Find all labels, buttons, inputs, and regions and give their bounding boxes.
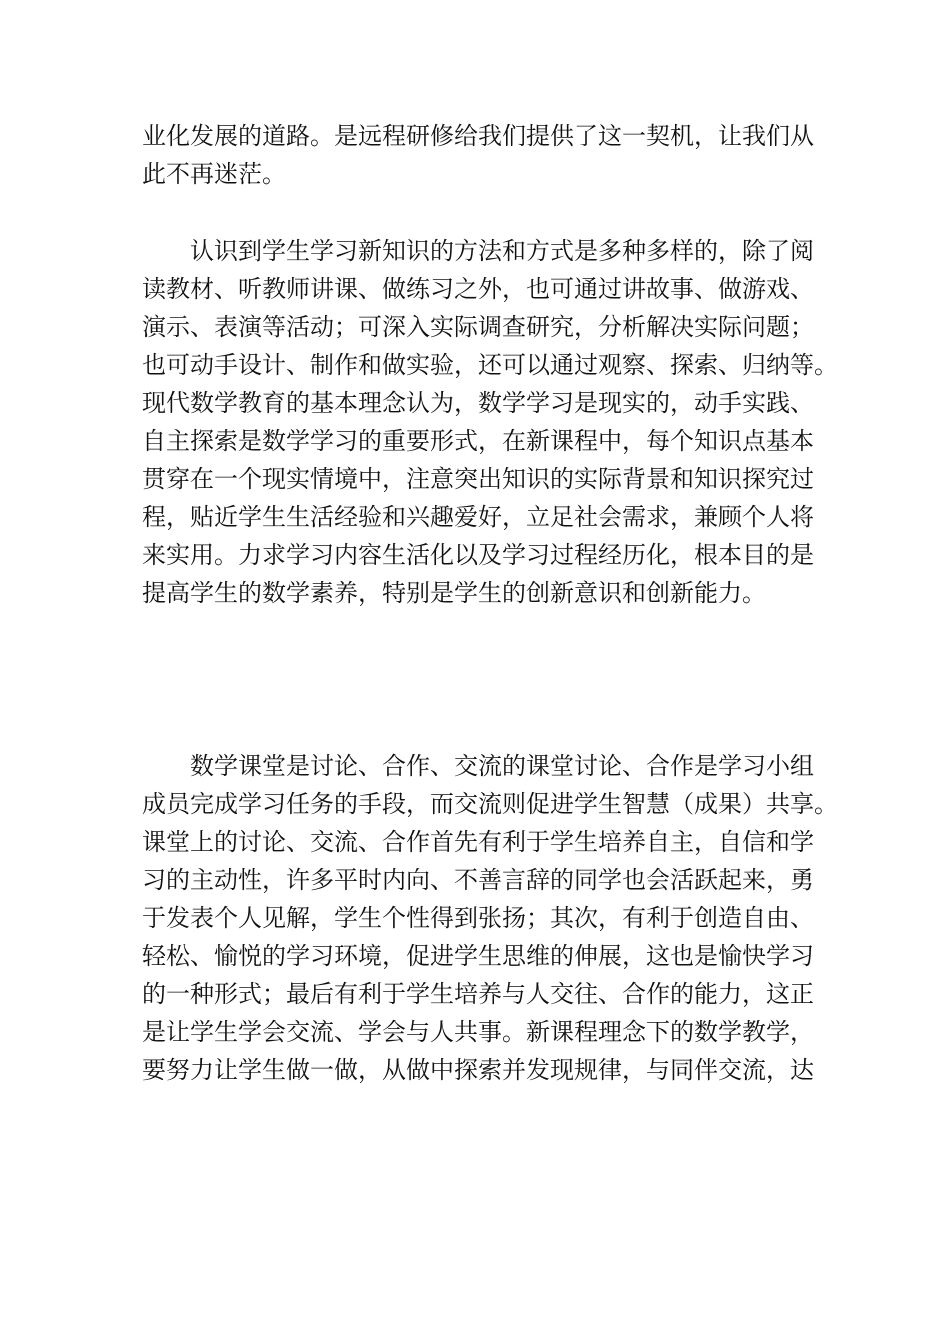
text-line: 提高学生的数学素养，特别是学生的创新意识和创新能力。: [142, 579, 766, 607]
text-line: 业化发展的道路。是远程研修给我们提供了这一契机，让我们从: [142, 122, 814, 150]
text-line: 于发表个人见解，学生个性得到张扬；其次，有利于创造自由、: [142, 904, 814, 932]
text-line: 认识到学生学习新知识的方法和方式是多种多样的，除了阅: [190, 237, 814, 265]
text-line: 的一种形式；最后有利于学生培养与人交往、合作的能力，这正: [142, 980, 814, 1008]
paragraph-classroom-discussion: [142, 747, 838, 1089]
text-line: 习的主动性，许多平时内向、不善言辞的同学也会活跃起来，勇: [142, 866, 814, 894]
text-line: 要努力让学生做一做，从做中探索并发现规律，与同伴交流，达: [142, 1056, 814, 1084]
text-line: 是让学生学会交流、学会与人共事。新课程理念下的数学教学，: [142, 1018, 814, 1046]
text-line: 轻松、愉悦的学习环境，促进学生思维的伸展，这也是愉快学习: [142, 942, 814, 970]
text-line: 读教材、听教师讲课、做练习之外，也可通过讲故事、做游戏、: [142, 275, 814, 303]
text-line: 来实用。力求学习内容生活化以及学习过程经历化，根本目的是: [142, 541, 814, 569]
text-line: 课堂上的讨论、交流、合作首先有利于学生培养自主，自信和学: [142, 828, 814, 856]
text-line: 贯穿在一个现实情境中，注意突出知识的实际背景和知识探究过: [142, 465, 814, 493]
paragraph-learning-methods: [142, 232, 838, 612]
text-line: 自主探索是数学学习的重要形式，在新课程中，每个知识点基本: [142, 427, 814, 455]
text-line: 演示、表演等活动；可深入实际调查研究，分析解决实际问题；: [142, 313, 814, 341]
text-line: 成员完成学习任务的手段，而交流则促进学生智慧（成果）共享。: [142, 790, 838, 818]
text-line: 也可动手设计、制作和做实验，还可以通过观察、探索、归纳等。: [142, 351, 838, 379]
text-line: 数学课堂是讨论、合作、交流的课堂讨论、合作是学习小组: [190, 752, 814, 780]
paragraph-continued: [142, 117, 832, 193]
text-line: 此不再迷茫。: [142, 160, 286, 188]
text-line: 程，贴近学生生活经验和兴趣爱好，立足社会需求，兼顾个人将: [142, 503, 814, 531]
text-line: 现代数学教育的基本理念认为，数学学习是现实的，动手实践、: [142, 389, 814, 417]
